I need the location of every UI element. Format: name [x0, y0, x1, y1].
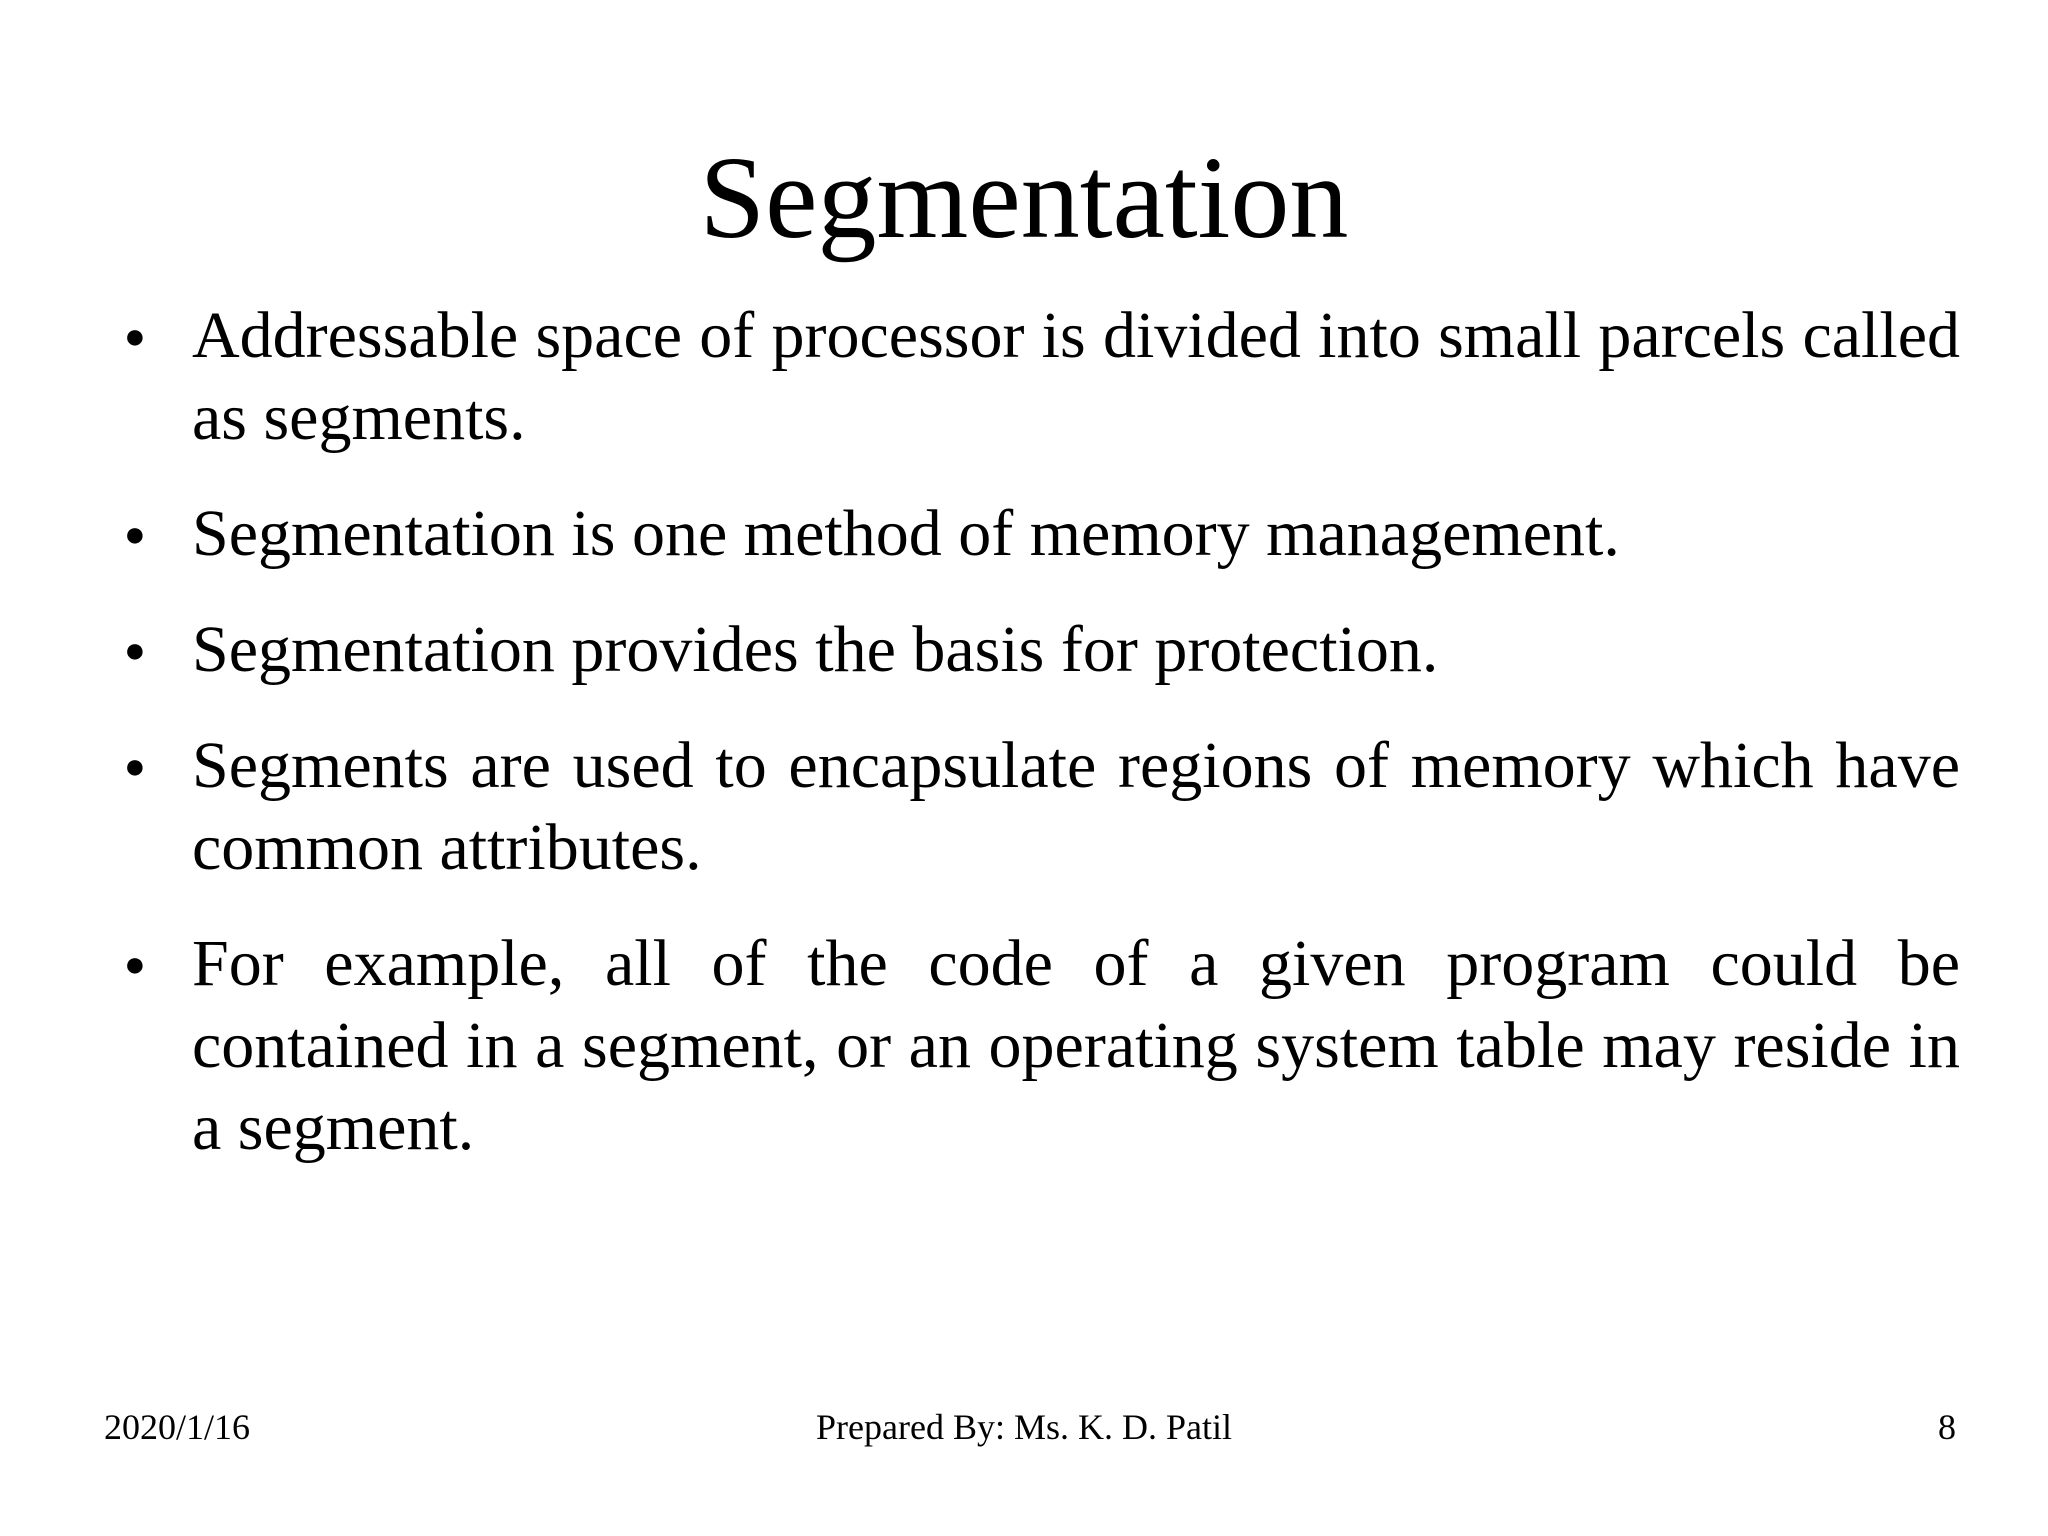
slide-title: Segmentation [699, 132, 1349, 263]
bullet-list [108, 295, 1960, 1203]
bullet-item [108, 725, 1960, 889]
bullet-item [108, 923, 1960, 1169]
bullet-dot-icon: ● [124, 316, 146, 356]
bullet-dot-icon: ● [124, 514, 146, 554]
bullet-item [108, 295, 1960, 459]
bullet-item [108, 493, 1960, 575]
bullet-text: Segments are used to encapsulate regions of memory which have common attributes. [192, 729, 1960, 884]
footer-page-number: 8 [1938, 1407, 1956, 1447]
bullet-text: Segmentation is one method of memory management. [192, 497, 1620, 570]
bullet-text: For example, all of the code of a given program could be contained in a segment, or an operating system table may reside in a segment. [192, 927, 1960, 1164]
footer-date: 2020/1/16 [104, 1407, 251, 1447]
bullet-dot-icon: ● [124, 630, 146, 670]
footer-author: Prepared By: Ms. K. D. Patil [816, 1407, 1232, 1447]
bullet-dot-icon: ● [124, 944, 146, 984]
bullet-text: Addressable space of processor is divided into small parcels called as segments. [192, 299, 1960, 454]
bullet-text: Segmentation provides the basis for protection. [192, 613, 1439, 686]
bullet-item [108, 609, 1960, 691]
bullet-dot-icon: ● [124, 746, 146, 786]
